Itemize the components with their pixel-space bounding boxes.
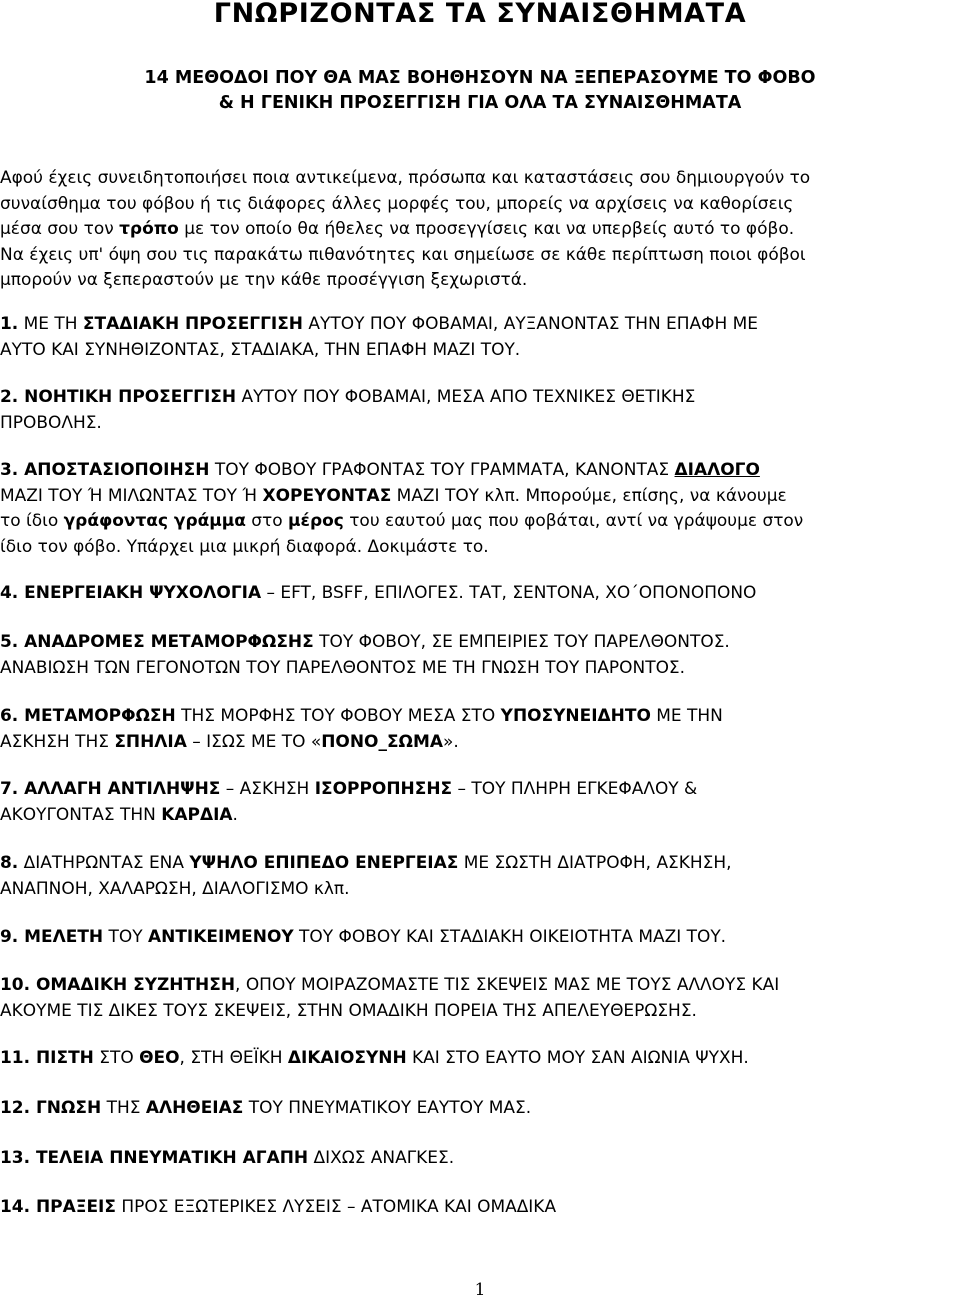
method-item-7: 7. ΑΛΛΑΓΗ ΑΝΤΙΛΗΨΗΣ – ΑΣΚΗΣΗ ΙΣΟΡΡΟΠΗΣΗΣ – ΤΟΥ ΠΛΗΡΗ ΕΓΚΕΦΑΛΟΥ & ΑΚΟΥΓΟΝΤΑΣ ΤΗΝ ΚΑΡΔΙΑ.: [0, 779, 698, 825]
emphasis: τρόπο: [119, 219, 179, 239]
intro-paragraph: [0, 166, 958, 294]
method-item-2: 2. ΝΟΗΤΙΚΗ ΠΡΟΣΕΓΓΙΣΗ ΑΥΤΟΥ ΠΟΥ ΦΟΒΑΜΑΙ, ΜΕΣΑ ΑΠΟ ΤΕΧΝΙΚΕΣ ΘΕΤΙΚΗΣ ΠΡΟΒΟΛΗΣ.: [0, 387, 696, 433]
method-item-13: 13. ΤΕΛΕΙΑ ΠΝΕΥΜΑΤΙΚΗ ΑΓΑΠΗ ΔΙΧΩΣ ΑΝΑΓΚΕΣ.: [0, 1148, 455, 1168]
method-item-8: 8. ΔΙΑΤΗΡΩΝΤΑΣ ΕΝΑ ΥΨΗΛΟ ΕΠΙΠΕΔΟ ΕΝΕΡΓΕΙΑΣ ΜΕ ΣΩΣΤΗ ΔΙΑΤΡΟΦΗ, ΑΣΚΗΣΗ, ΑΝΑΠΝΟΗ, ΧΑΛΑΡΩΣΗ, ΔΙΑΛΟΓΙΣΜΟ κλπ.: [0, 853, 732, 899]
subtitle-line-2: & Η ΓΕΝΙΚΗ ΠΡΟΣΕΓΓΙΣΗ ΓΙΑ ΟΛΑ ΤΑ ΣΥΝΑΙΣΘΗΜΑΤΑ: [218, 93, 742, 113]
method-item-3: 3. ΑΠΟΣΤΑΣΙΟΠΟΙΗΣΗ ΤΟΥ ΦΟΒΟΥ ΓΡΑΦΟΝΤΑΣ ΤΟΥ ΓΡΑΜΜΑΤΑ, ΚΑΝΟΝΤΑΣ ΔΙΑΛΟΓΟ ΜΑΖΙ ΤΟΥ Ή ΜΙΛΩΝΤΑΣ ΤΟΥ Ή ΧΟΡΕΥΟΝΤΑΣ ΜΑΖΙ ΤΟΥ κλπ. Μπορούμε, επίσης, να κάνουμε το ίδιο γράφοντας γράμμα στο μέρος του εαυτού μας που φοβάται, αντί να γράψουμε στον ίδιο τον φόβο. Υπάρχει μια μικρή διαφορά. Δοκιμάστε το.: [0, 460, 804, 557]
method-item-1: 1. ΜΕ ΤΗ ΣΤΑΔΙΑΚΗ ΠΡΟΣΕΓΓΙΣΗ ΑΥΤΟΥ ΠΟΥ ΦΟΒΑΜΑΙ, ΑΥΞΑΝΟΝΤΑΣ ΤΗΝ ΕΠΑΦΗ ΜΕ ΑΥΤΟ ΚΑΙ ΣΥΝΗΘΙΖΟΝΤΑΣ, ΣΤΑΔΙΑΚΑ, ΤΗΝ ΕΠΑΦΗ ΜΑΖΙ ΤΟΥ.: [0, 314, 758, 360]
method-item-10: 10. ΟΜΑΔΙΚΗ ΣΥΖΗΤΗΣΗ, ΟΠΟΥ ΜΟΙΡΑΖΟΜΑΣΤΕ ΤΙΣ ΣΚΕΨΕΙΣ ΜΑΣ ΜΕ ΤΟΥΣ ΑΛΛΟΥΣ ΚΑΙ ΑΚΟΥΜΕ ΤΙΣ ΔΙΚΕΣ ΤΟΥΣ ΣΚΕΨΕΙΣ, ΣΤΗΝ ΟΜΑΔΙΚΗ ΠΟΡΕΙΑ ΤΗΣ ΑΠΕΛΕΥΘΕΡΩΣΗΣ.: [0, 975, 780, 1021]
intro-line: μπορούν να ξεπεραστούν με την κάθε προσέγγιση ξεχωριστά.: [0, 270, 528, 290]
subtitle-line-1: 14 ΜΕΘΟΔΟΙ ΠΟΥ ΘΑ ΜΑΣ ΒΟΗΘΗΣΟΥΝ ΝΑ ΞΕΠΕΡΑΣΟΥΜΕ ΤΟ ΦΟΒΟ: [144, 68, 816, 88]
page-number: 1: [474, 1280, 486, 1300]
method-item-9: 9. ΜΕΛΕΤΗ ΤΟΥ ΑΝΤΙΚΕΙΜΕΝΟΥ ΤΟΥ ΦΟΒΟΥ ΚΑΙ ΣΤΑΔΙΑΚΗ ΟΙΚΕΙΟΤΗΤΑ ΜΑΖΙ ΤΟΥ.: [0, 927, 727, 947]
method-item-4: 4. ΕΝΕΡΓΕΙΑΚΗ ΨΥΧΟΛΟΓΙΑ – EFT, BSFF, ΕΠΙΛΟΓΕΣ. ΤΑΤ, ΣΕΝΤΟΝΑ, ΧΟ΄ΟΠΟΝΟΠΟΝΟ: [0, 583, 757, 603]
page-title: ΓΝΩΡΙΖΟΝΤΑΣ ΤΑ ΣΥΝΑΙΣΘΗΜΑΤΑ: [213, 0, 747, 29]
subtitle: [0, 66, 960, 116]
method-item-14: 14. ΠΡΑΞΕΙΣ ΠΡΟΣ ΕΞΩΤΕΡΙΚΕΣ ΛΥΣΕΙΣ – ΑΤΟΜΙΚΑ ΚΑΙ ΟΜΑΔΙΚΑ: [0, 1197, 557, 1217]
intro-line: Αφού έχεις συνειδητοποιήσει ποια αντικείμενα, πρόσωπα και καταστάσεις σου δημιουργούν το: [0, 168, 811, 188]
intro-line: μέσα σου τον τρόπο με τον οποίο θα ήθελες να προσεγγίσεις και να υπερβείς αυτό το φόβο.: [0, 219, 795, 239]
intro-line: συναίσθημα του φόβου ή τις διάφορες άλλες μορφές του, μπορείς να αρχίσεις να καθορίσεις: [0, 193, 794, 214]
method-item-11: 11. ΠΙΣΤΗ ΣΤΟ ΘΕΟ, ΣΤΗ ΘΕΪΚΗ ΔΙΚΑΙΟΣΥΝΗ ΚΑΙ ΣΤΟ ΕΑΥΤΟ ΜΟΥ ΣΑΝ ΑΙΩΝΙΑ ΨΥΧΗ.: [0, 1048, 749, 1068]
intro-line: Να έχεις υπ' όψη σου τις παρακάτω πιθανότητες και σημείωσε σε κάθε περίπτωση ποιοι φόβοι: [0, 244, 806, 265]
method-item-5: 5. ΑΝΑΔΡΟΜΕΣ ΜΕΤΑΜΟΡΦΩΣΗΣ ΤΟΥ ΦΟΒΟΥ, ΣΕ ΕΜΠΕΙΡΙΕΣ ΤΟΥ ΠΑΡΕΛΘΟΝΤΟΣ. ΑΝΑΒΙΩΣΗ ΤΩΝ ΓΕΓΟΝΟΤΩΝ ΤΟΥ ΠΑΡΕΛΘΟΝΤΟΣ ΜΕ ΤΗ ΓΝΩΣΗ ΤΟΥ ΠΑΡΟΝΤΟΣ.: [0, 632, 730, 678]
method-item-6: 6. ΜΕΤΑΜΟΡΦΩΣΗ ΤΗΣ ΜΟΡΦΗΣ ΤΟΥ ΦΟΒΟΥ ΜΕΣΑ ΣΤΟ ΥΠΟΣΥΝΕΙΔΗΤΟ ΜΕ ΤΗΝ ΑΣΚΗΣΗ ΤΗΣ ΣΠΗΛΙΑ – ΙΣΩΣ ΜΕ ΤΟ «ΠΟΝΟ_ΣΩΜΑ».: [0, 706, 723, 752]
method-item-12: 12. ΓΝΩΣΗ ΤΗΣ ΑΛΗΘΕΙΑΣ ΤΟΥ ΠΝΕΥΜΑΤΙΚΟΥ ΕΑΥΤΟΥ ΜΑΣ.: [0, 1098, 532, 1118]
